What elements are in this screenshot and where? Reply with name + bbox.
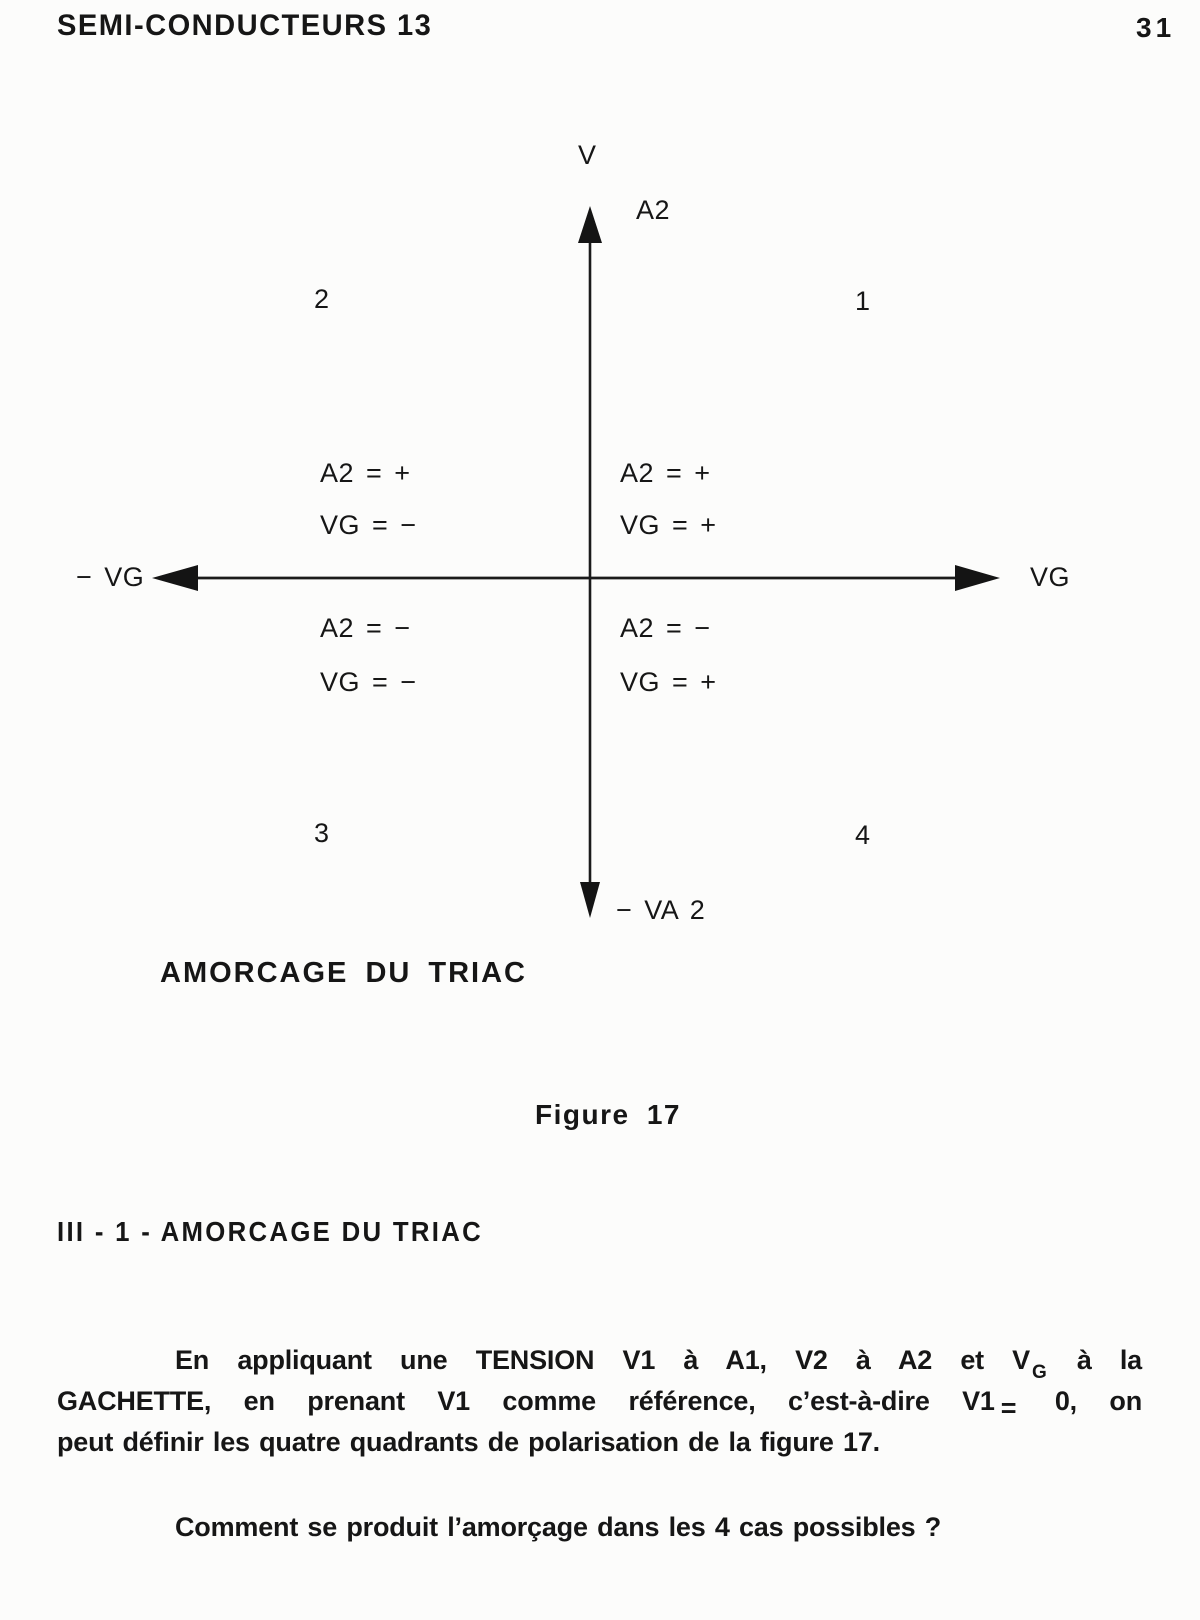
quadrant-3-polarity-vg: VG = − xyxy=(320,667,417,697)
figure-caption: AMORCAGE DU TRIAC xyxy=(160,957,527,989)
quadrant-1-polarity-vg: VG = + xyxy=(620,510,717,540)
paragraph-line-1 xyxy=(175,1345,1142,1383)
paragraph-line-2-end: 0, on xyxy=(1054,1386,1142,1416)
down-arrowhead xyxy=(580,882,600,918)
quadrant-2-polarity-a2: A2 = + xyxy=(320,458,411,488)
paragraph-line-1-text: En appliquant une TENSION V1 à A1, V2 à A2 et V xyxy=(175,1345,1030,1375)
quadrant-4-polarity-vg: VG = + xyxy=(620,667,717,697)
paragraph-line-3: peut définir les quatre quadrants de polarisation de la figure 17. xyxy=(57,1427,880,1457)
paragraph-line-2-text: GACHETTE, en prenant V1 comme référence, c’est-à-dire V1 xyxy=(57,1386,995,1416)
document-title: SEMI-CONDUCTEURS 13 xyxy=(57,9,433,42)
paragraph-line-2 xyxy=(57,1386,1142,1423)
vg-subscript: G xyxy=(1031,1362,1047,1383)
quadrant-2-polarity-vg: VG = − xyxy=(320,510,417,540)
neg-va2-axis-label: − VA 2 xyxy=(616,895,706,925)
quadrant-4-polarity-a2: A2 = − xyxy=(620,613,711,643)
right-arrowhead xyxy=(955,565,1000,591)
figure-number: Figure 17 xyxy=(535,1099,681,1130)
a2-axis-label: A2 xyxy=(636,195,671,225)
quadrant-3-number: 3 xyxy=(314,818,330,848)
vg-axis-label: VG xyxy=(1030,562,1071,592)
quadrant-1-number: 1 xyxy=(855,286,871,316)
section-heading: III - 1 - AMORCAGE DU TRIAC xyxy=(57,1216,484,1247)
neg-vg-axis-label: − VG xyxy=(76,562,145,592)
up-arrowhead xyxy=(578,206,602,243)
paragraph-line-1-end: à la xyxy=(1076,1345,1142,1375)
page-number: 31 xyxy=(1136,12,1176,43)
left-arrowhead xyxy=(152,565,198,591)
quadrant-3-polarity-a2: A2 = − xyxy=(320,613,411,643)
quadrant-4-number: 4 xyxy=(855,820,871,850)
quadrant-2-number: 2 xyxy=(314,284,330,314)
quadrant-1-polarity-a2: A2 = + xyxy=(620,458,711,488)
v-axis-label: V xyxy=(578,140,597,170)
lowered-equals-sign: = xyxy=(1000,1393,1017,1423)
question-line: Comment se produit l’amorçage dans les 4 cas possibles ? xyxy=(175,1512,942,1542)
